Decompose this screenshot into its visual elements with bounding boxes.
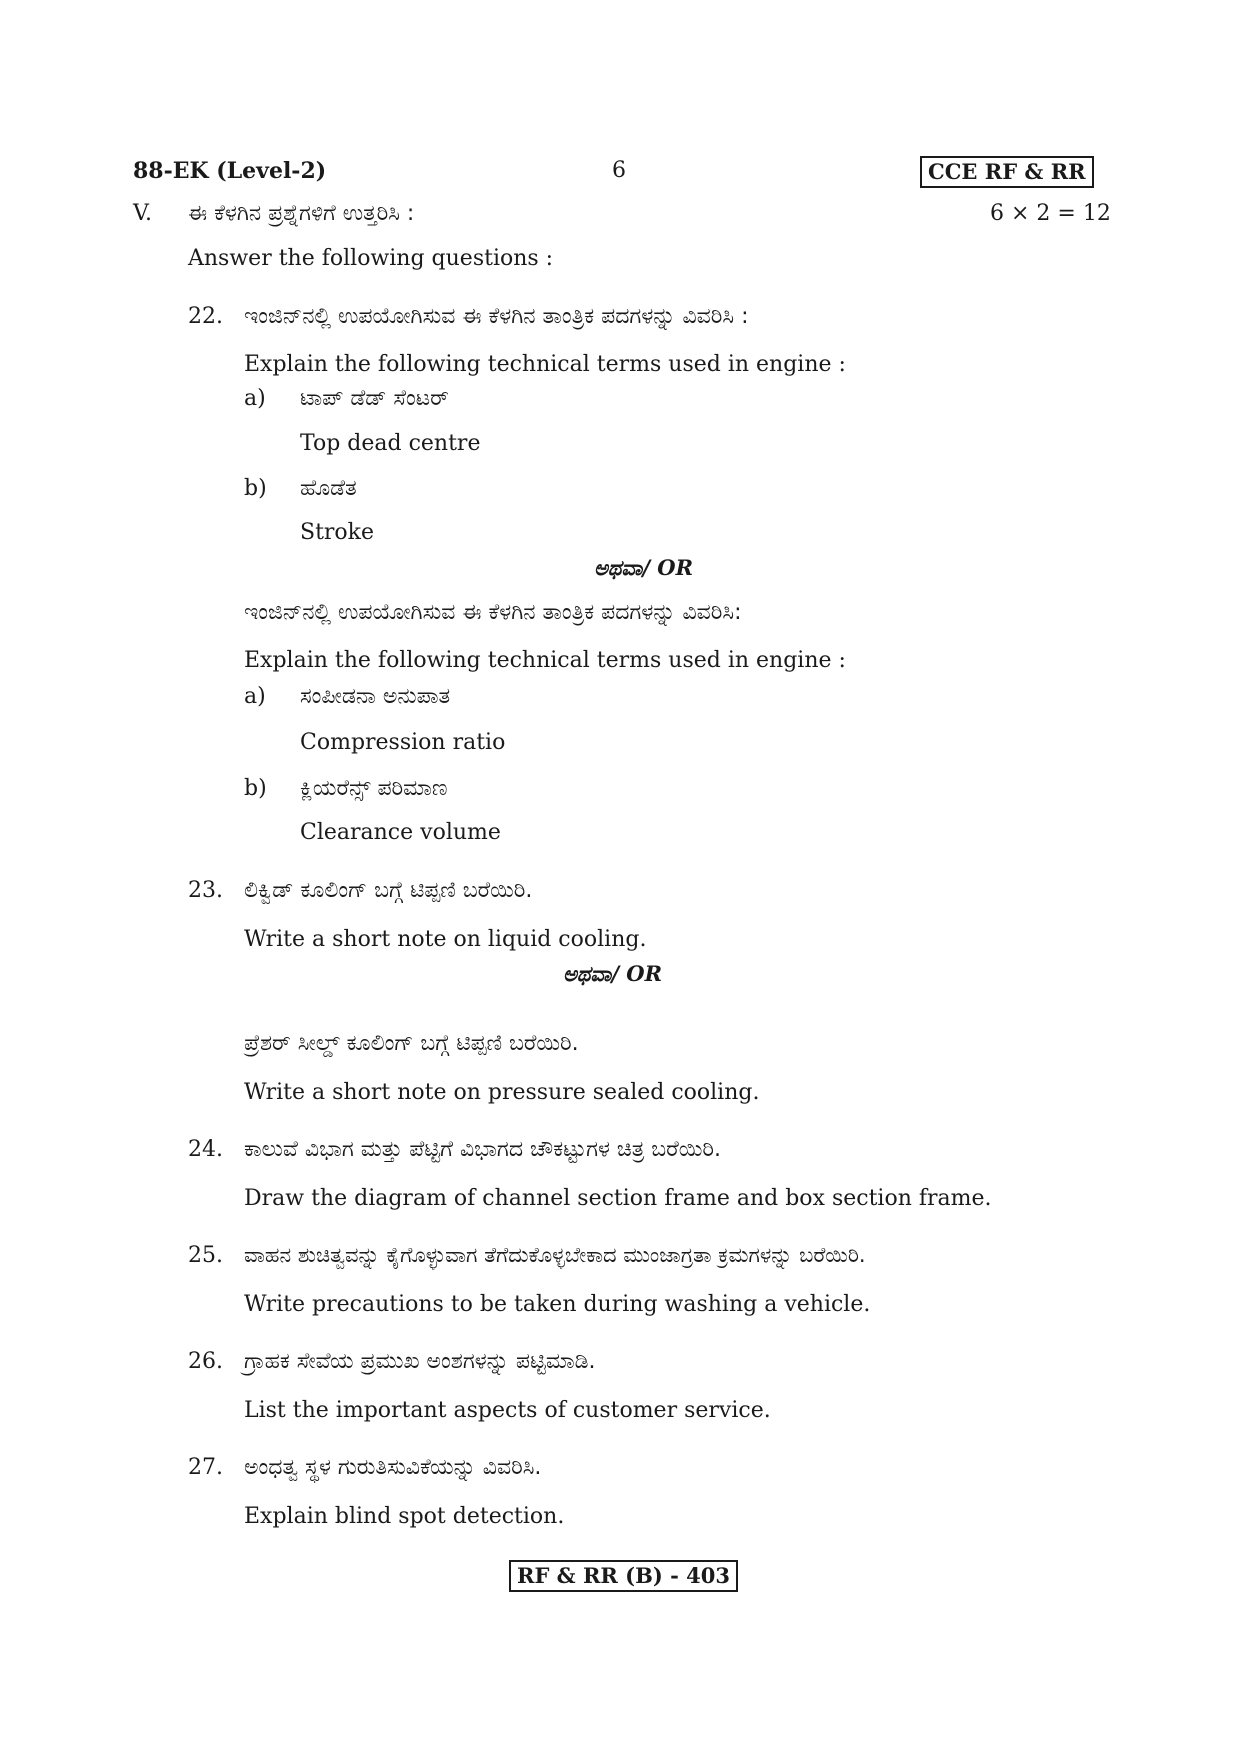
q22-a-label: a) <box>244 386 266 411</box>
q22-text-kn: ಇಂಜಿನ್‌ನಲ್ಲಿ ಉಪಯೋಗಿಸುವ ಈ ಕೆಳಗಿನ ತಾಂತ್ರಿಕ ಪದಗಳನ್ನು ವಿವರಿಸಿ : <box>244 304 749 329</box>
question-number-23: 23. <box>188 878 223 903</box>
q25-text-en: Write precautions to be taken during washing a vehicle. <box>244 1292 871 1317</box>
q23-alt-text-kn: ಪ್ರೆಶರ್ ಸೀಲ್ಡ್ ಕೂಲಿಂಗ್ ಬಗ್ಗೆ ಟಿಪ್ಪಣಿ ಬರೆಯಿರಿ. <box>244 1031 579 1056</box>
q22-alt-b-en: Clearance volume <box>300 820 501 845</box>
question-number-22: 22. <box>188 304 223 329</box>
q22-alt-a-label: a) <box>244 684 266 709</box>
q24-text-en: Draw the diagram of channel section frame and box section frame. <box>244 1186 992 1211</box>
q23-text-kn: ಲಿಕ್ವಿಡ್ ಕೂಲಿಂಗ್ ಬಗ್ಗೆ ಟಿಪ್ಪಣಿ ಬರೆಯಿರಿ. <box>244 878 533 903</box>
question-number-26: 26. <box>188 1349 223 1374</box>
q25-text-kn: ವಾಹನ ಶುಚಿತ್ವವನ್ನು ಕೈಗೊಳ್ಳುವಾಗ ತೆಗೆದುಕೊಳ್ಳಬೇಕಾದ ಮುಂಜಾಗ್ರತಾ ಕ್ರಮಗಳನ್ನು ಬರೆಯಿರಿ. <box>244 1243 866 1267</box>
q22-alt-b-kn: ಕ್ಲಿಯರೆನ್ಸ್ ಪರಿಮಾಣ <box>300 776 448 801</box>
section-instruction-kn: ಈ ಕೆಳಗಿನ ಪ್ರಶ್ನೆಗಳಿಗೆ ಉತ್ತರಿಸಿ : <box>188 201 415 226</box>
or-kn: ಅಥವಾ <box>563 962 612 986</box>
q22-b-label: b) <box>244 476 267 501</box>
q22-alt-a-en: Compression ratio <box>300 730 506 755</box>
q26-text-en: List the important aspects of customer service. <box>244 1398 771 1423</box>
q22-alt-a-kn: ಸಂಪೀಡನಾ ಅನುಪಾತ <box>300 684 451 709</box>
paper-code: 88-EK (Level-2) <box>133 158 327 184</box>
q24-text-kn: ಕಾಲುವೆ ವಿಭಾಗ ಮತ್ತು ಪೆಟ್ಟಿಗೆ ವಿಭಾಗದ ಚೌಕಟ್ಟುಗಳ ಚಿತ್ರ ಬರೆಯಿರಿ. <box>244 1137 721 1162</box>
q27-text-kn: ಅಂಧತ್ವ ಸ್ಥಳ ಗುರುತಿಸುವಿಕೆಯನ್ನು ವಿವರಿಸಿ. <box>244 1455 542 1480</box>
question-number-25: 25. <box>188 1243 223 1268</box>
q22-b-en: Stroke <box>300 520 375 545</box>
q22-b-kn: ಹೊಡೆತ <box>300 476 357 501</box>
question-number-27: 27. <box>188 1455 223 1480</box>
q22-text-en: Explain the following technical terms used in engine : <box>244 352 846 377</box>
footer-code-box: RF & RR (B) - 403 <box>509 1560 738 1592</box>
q23-alt-text-en: Write a short note on pressure sealed cooling. <box>244 1080 760 1105</box>
q23-or-separator <box>563 961 662 987</box>
or-en: / OR <box>642 555 694 580</box>
q22-a-en: Top dead centre <box>300 431 481 456</box>
q22-alt-b-label: b) <box>244 776 267 801</box>
q22-alt-text-kn: ಇಂಜಿನ್‌ನಲ್ಲಿ ಉಪಯೋಗಿಸುವ ಈ ಕೆಳಗಿನ ತಾಂತ್ರಿಕ ಪದಗಳನ್ನು ವಿವರಿಸಿ: <box>244 600 742 625</box>
section-instruction-en: Answer the following questions : <box>188 246 554 271</box>
series-box: CCE RF & RR <box>920 156 1094 188</box>
page-number: 6 <box>612 158 626 183</box>
q22-a-kn: ಟಾಪ್ ಡೆಡ್ ಸೆಂಟರ್ <box>300 386 449 411</box>
q23-text-en: Write a short note on liquid cooling. <box>244 927 647 952</box>
q26-text-kn: ಗ್ರಾಹಕ ಸೇವೆಯ ಪ್ರಮುಖ ಅಂಶಗಳನ್ನು ಪಟ್ಟಿಮಾಡಿ. <box>244 1349 596 1374</box>
q22-alt-text-en: Explain the following technical terms used in engine : <box>244 648 846 673</box>
section-numeral: V. <box>133 201 153 226</box>
q27-text-en: Explain blind spot detection. <box>244 1504 565 1529</box>
or-kn: ಅಥವಾ <box>594 556 643 580</box>
section-marks: 6 × 2 = 12 <box>990 201 1111 226</box>
q22-or-separator <box>594 555 693 581</box>
question-number-24: 24. <box>188 1137 223 1162</box>
or-en: / OR <box>611 961 663 986</box>
